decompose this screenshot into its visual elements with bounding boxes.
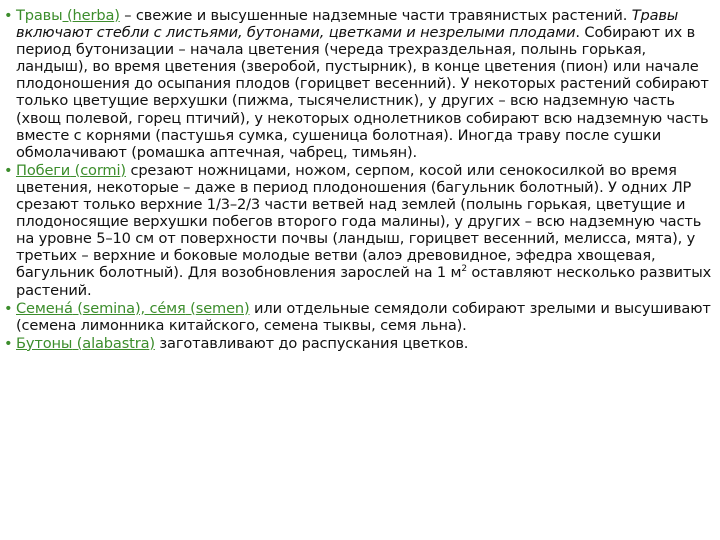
term-herba: Травы xyxy=(16,7,63,24)
slide-body xyxy=(4,7,714,353)
latin-alabastra: alabastra xyxy=(82,334,150,352)
latin-close: ), xyxy=(134,299,150,317)
latin-close: ) xyxy=(114,7,120,24)
term-alabastra: Бутоны xyxy=(16,334,73,352)
term-semina: Семена́ xyxy=(16,299,73,317)
lead-text: – свежие и высушенные надземные части травянистых растений. xyxy=(119,7,628,24)
latin-herba: herba xyxy=(72,7,115,24)
bullet-icon: • xyxy=(4,299,13,317)
paragraph-herba xyxy=(4,7,714,161)
body-text: срезают ножницами, ножом, серпом, косой или сенокосилкой во время цветения, некоторые – даже в период плодоношения (багульник болотный). У одних ЛР срезают только верхние 1/3–2/3 части ветвей над землей (полынь горькая, цветущие и плодоносящие верхушки побегов второго года малины), у других – всю надземную часть на уровне 5–10 см от поверхности почвы (ландыш, горицвет весенний, мелисса, мята), у третьих – верхние и боковые молодые ветви (алоэ древовидное, эфедра хвощевая, багульник болотный). Для возобновления зарослей на 1 м xyxy=(16,161,702,282)
latin-close-2: ) xyxy=(244,299,250,317)
body-text: . Собирают их в период бутонизации – начала цветения (череда трехраздельная, полынь горькая, ландыш), во время цветения (зверобой, пустырник), в конце цветения (пион) или начале плодоношения до осыпания плодов (горицвет весенний). У некоторых растений собирают только цветущие верхушки (пижма, тысячелистник), у других – всю надземную часть (хвощ полевой, горец птичий), у некоторых однолетников собирают всю надземную часть вместе с корнями (пастушья сумка, сушеница болотная). Иногда траву после сушки обмолачивают (ромашка аптечная, чабрец, тимьян). xyxy=(16,24,709,161)
latin-cormi: cormi xyxy=(80,161,121,179)
latin-open: ( xyxy=(70,161,81,179)
latin-close: ) xyxy=(120,161,126,179)
bullet-icon: • xyxy=(4,161,13,179)
latin-open: ( xyxy=(72,334,83,352)
paragraph-cormi xyxy=(4,162,714,299)
term-cormi: Побеги xyxy=(16,161,71,179)
latin-open: ( xyxy=(72,299,83,317)
paragraph-semina xyxy=(4,300,714,334)
term-semen: се́мя xyxy=(149,299,186,317)
latin-semina: semina xyxy=(82,299,135,317)
body-text-end: оставляют несколько развитых растений. xyxy=(16,264,712,299)
superscript: 2 xyxy=(461,264,467,275)
paragraph-alabastra xyxy=(4,335,714,352)
bullet-icon: • xyxy=(4,334,13,352)
bullet-icon: • xyxy=(4,7,13,24)
latin-open-2: ( xyxy=(185,299,196,317)
body-text: или отдельные семядоли собирают зрелыми и высушивают (семена лимонника китайского, семена тыквы, семя льна). xyxy=(16,299,711,334)
latin-close: ) xyxy=(149,334,155,352)
latin-open: ( xyxy=(62,7,73,24)
latin-semen: semen xyxy=(195,299,245,317)
body-text: заготавливают до распускания цветков. xyxy=(154,334,469,352)
italic-text: Травы включают стебли с листьями, бутонами, цветками и незрелыми плодами xyxy=(16,7,679,42)
